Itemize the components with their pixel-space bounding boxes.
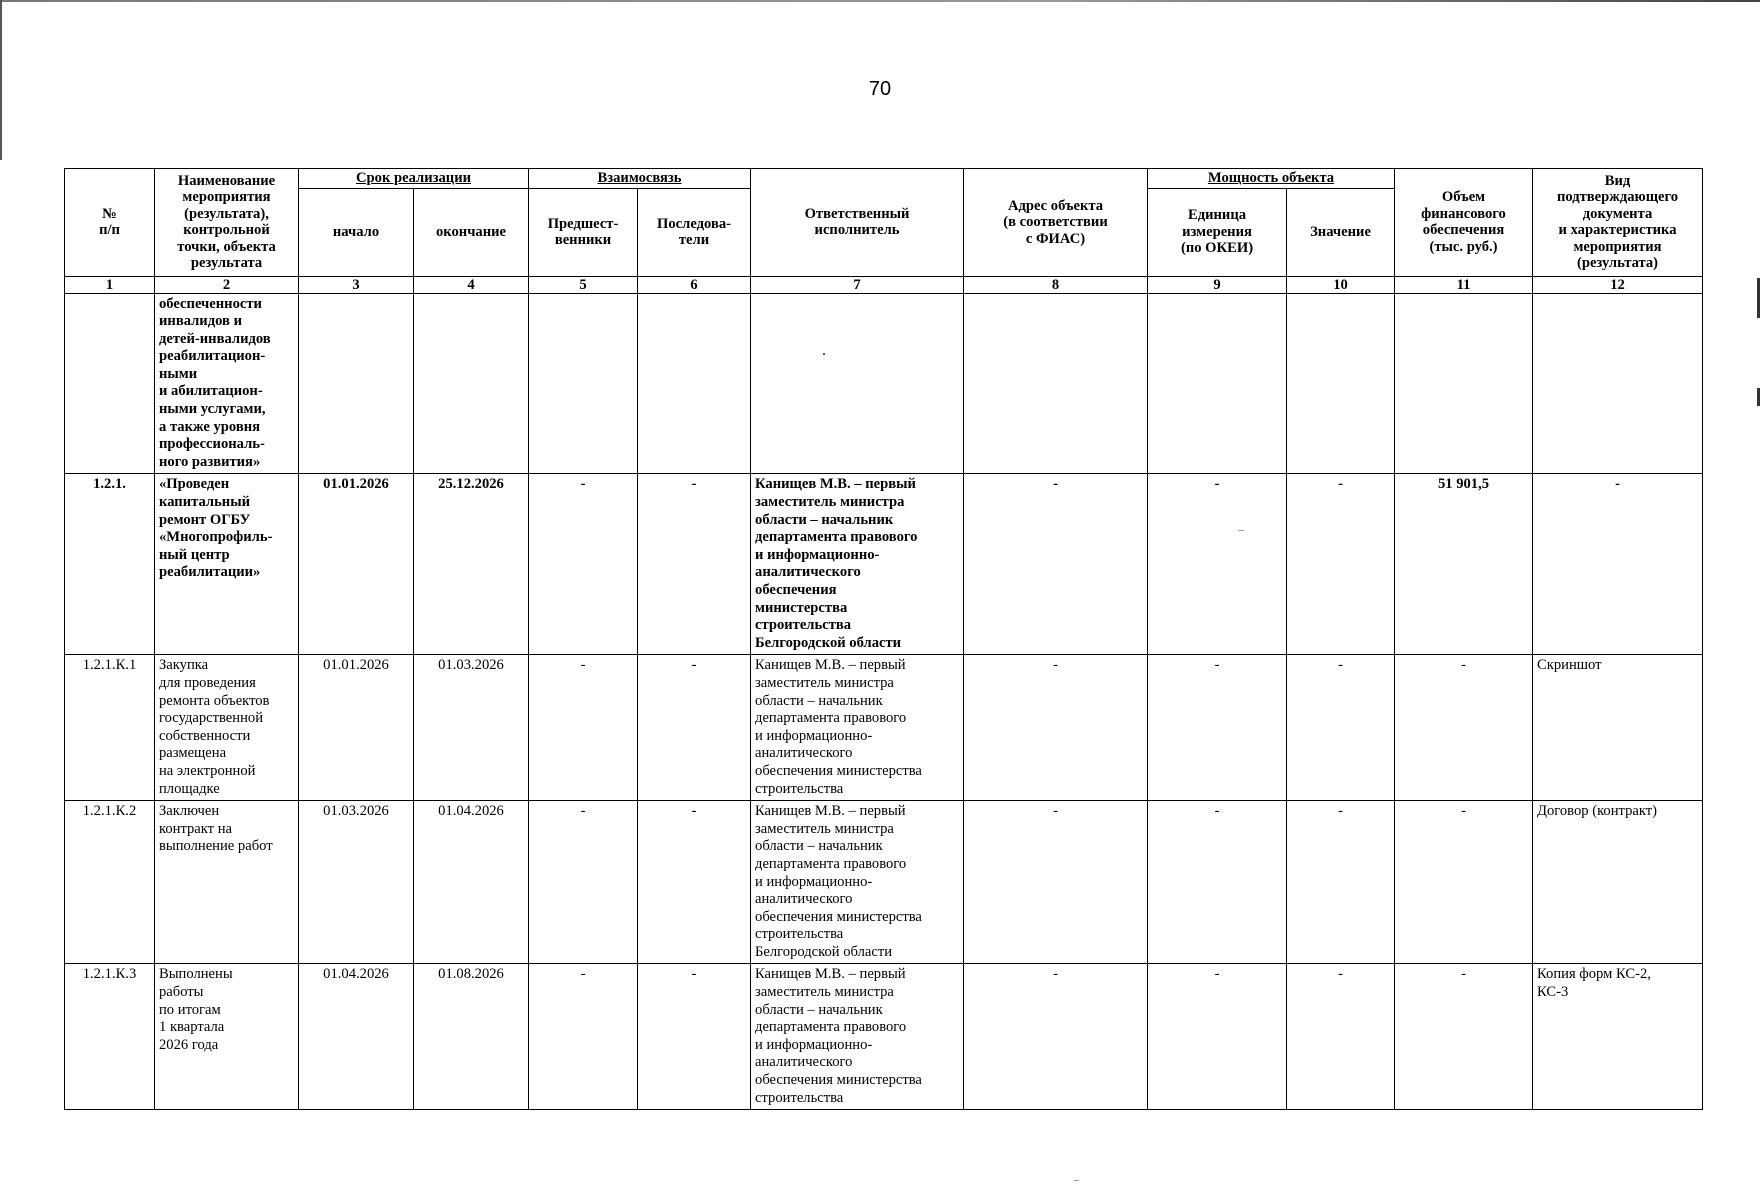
cell-name: Заключен контракт на выполнение работ	[155, 801, 299, 964]
header-executor: Ответственный исполнитель	[751, 169, 964, 277]
column-number: 3	[299, 276, 414, 293]
header-predecessors: Предшест- венники	[529, 188, 638, 276]
table-row	[65, 474, 1703, 655]
cell-value: -	[1287, 655, 1395, 801]
header-num: № п/п	[65, 169, 155, 277]
cell-pred: -	[529, 801, 638, 964]
cell-executor: Канищев М.В. – первый заместитель министра области – начальник департамента правового и информационно- аналитического обеспечения министерства строительства Белгородской области	[751, 801, 964, 964]
cell-empty	[751, 293, 964, 474]
cell-unit: -	[1148, 964, 1287, 1110]
cell-succ: -	[638, 655, 751, 801]
cell-doc: -	[1533, 474, 1703, 655]
scan-speck	[1074, 1180, 1079, 1181]
header-successors: Последова- тели	[638, 188, 751, 276]
cell-address: -	[964, 801, 1148, 964]
cell-value: -	[1287, 801, 1395, 964]
cell-funding: -	[1395, 964, 1533, 1110]
cell-num: 1.2.1.К.3	[65, 964, 155, 1110]
column-number: 1	[65, 276, 155, 293]
cell-doc: Копия форм КС-2, КС-3	[1533, 964, 1703, 1110]
cell-succ: -	[638, 964, 751, 1110]
header-address: Адрес объекта (в соответствии с ФИАС)	[964, 169, 1148, 277]
cell-address: -	[964, 655, 1148, 801]
cell-start: 01.01.2026	[299, 474, 414, 655]
cell-empty	[529, 293, 638, 474]
table-header	[65, 169, 1703, 294]
cell-value: -	[1287, 474, 1395, 655]
cell-empty	[1287, 293, 1395, 474]
cell-executor: Канищев М.В. – первый заместитель министра области – начальник департамента правового и информационно- аналитического обеспечения министерства строительства	[751, 964, 964, 1110]
table-row-continuation	[65, 293, 1703, 474]
cell-empty	[1148, 293, 1287, 474]
cell-succ: -	[638, 474, 751, 655]
cell-name: Выполнены работы по итогам 1 квартала 2026 года	[155, 964, 299, 1110]
header-start: начало	[299, 188, 414, 276]
cell-empty	[1533, 293, 1703, 474]
cell-empty	[299, 293, 414, 474]
column-number: 4	[414, 276, 529, 293]
cell-empty	[414, 293, 529, 474]
cell-address: -	[964, 474, 1148, 655]
header-name: Наименование мероприятия (результата), контрольной точки, объекта результата	[155, 169, 299, 277]
column-number: 9	[1148, 276, 1287, 293]
cell-start: 01.03.2026	[299, 801, 414, 964]
column-number: 5	[529, 276, 638, 293]
cell-end: 01.08.2026	[414, 964, 529, 1110]
header-value: Значение	[1287, 188, 1395, 276]
cell-pred: -	[529, 964, 638, 1110]
cell-empty	[964, 293, 1148, 474]
cell-doc: Договор (контракт)	[1533, 801, 1703, 964]
table-row	[65, 801, 1703, 964]
cell-pred: -	[529, 474, 638, 655]
column-number: 2	[155, 276, 299, 293]
cell-name: обеспеченности инвалидов и детей-инвалидов реабилитацион- ными и абилитацион- ными услугами, а также уровня профессиональ- ного развития»	[155, 293, 299, 474]
table-row	[65, 964, 1703, 1110]
cell-num: 1.2.1.К.1	[65, 655, 155, 801]
scan-edge-top	[0, 0, 1760, 2]
header-end: окончание	[414, 188, 529, 276]
cell-executor: Канищев М.В. – первый заместитель министра области – начальник департамента правового и информационно- аналитического обеспечения министерства строительства	[751, 655, 964, 801]
plan-table	[64, 168, 1703, 1110]
cell-executor: Канищев М.В. – первый заместитель министра области – начальник департамента правового и информационно- аналитического обеспечения министерства строительства Белгородской области	[751, 474, 964, 655]
cell-end: 25.12.2026	[414, 474, 529, 655]
scan-speck	[823, 353, 825, 355]
column-number: 7	[751, 276, 964, 293]
cell-num: 1.2.1.К.2	[65, 801, 155, 964]
cell-unit: -	[1148, 655, 1287, 801]
scan-speck	[1238, 530, 1244, 531]
cell-funding: -	[1395, 801, 1533, 964]
header-relation: Взаимосвязь	[529, 169, 751, 189]
cell-value: -	[1287, 964, 1395, 1110]
cell-address: -	[964, 964, 1148, 1110]
header-doc-type: Вид подтверждающего документа и характеристика мероприятия (результата)	[1533, 169, 1703, 277]
header-funding: Объем финансового обеспечения (тыс. руб.)	[1395, 169, 1533, 277]
column-number: 8	[964, 276, 1148, 293]
header-period: Срок реализации	[299, 169, 529, 189]
table-row	[65, 655, 1703, 801]
cell-name: Закупка для проведения ремонта объектов государственной собственности размещена на электронной площадке	[155, 655, 299, 801]
cell-end: 01.04.2026	[414, 801, 529, 964]
cell-funding: -	[1395, 655, 1533, 801]
page-number: 70	[868, 78, 892, 100]
column-number: 12	[1533, 276, 1703, 293]
column-number: 10	[1287, 276, 1395, 293]
column-number-row	[65, 276, 1703, 293]
cell-pred: -	[529, 655, 638, 801]
cell-num: 1.2.1.	[65, 474, 155, 655]
cell-doc: Скриншот	[1533, 655, 1703, 801]
cell-name: «Проведен капитальный ремонт ОГБУ «Многопрофиль- ный центр реабилитации»	[155, 474, 299, 655]
cell-unit: -	[1148, 474, 1287, 655]
header-capacity: Мощность объекта	[1148, 169, 1395, 189]
cell-start: 01.04.2026	[299, 964, 414, 1110]
cell-empty	[65, 293, 155, 474]
cell-funding: 51 901,5	[1395, 474, 1533, 655]
cell-empty	[1395, 293, 1533, 474]
cell-unit: -	[1148, 801, 1287, 964]
column-number: 6	[638, 276, 751, 293]
column-number: 11	[1395, 276, 1533, 293]
cell-start: 01.01.2026	[299, 655, 414, 801]
cell-succ: -	[638, 801, 751, 964]
cell-end: 01.03.2026	[414, 655, 529, 801]
cell-empty	[638, 293, 751, 474]
header-unit: Единица измерения (по ОКЕИ)	[1148, 188, 1287, 276]
